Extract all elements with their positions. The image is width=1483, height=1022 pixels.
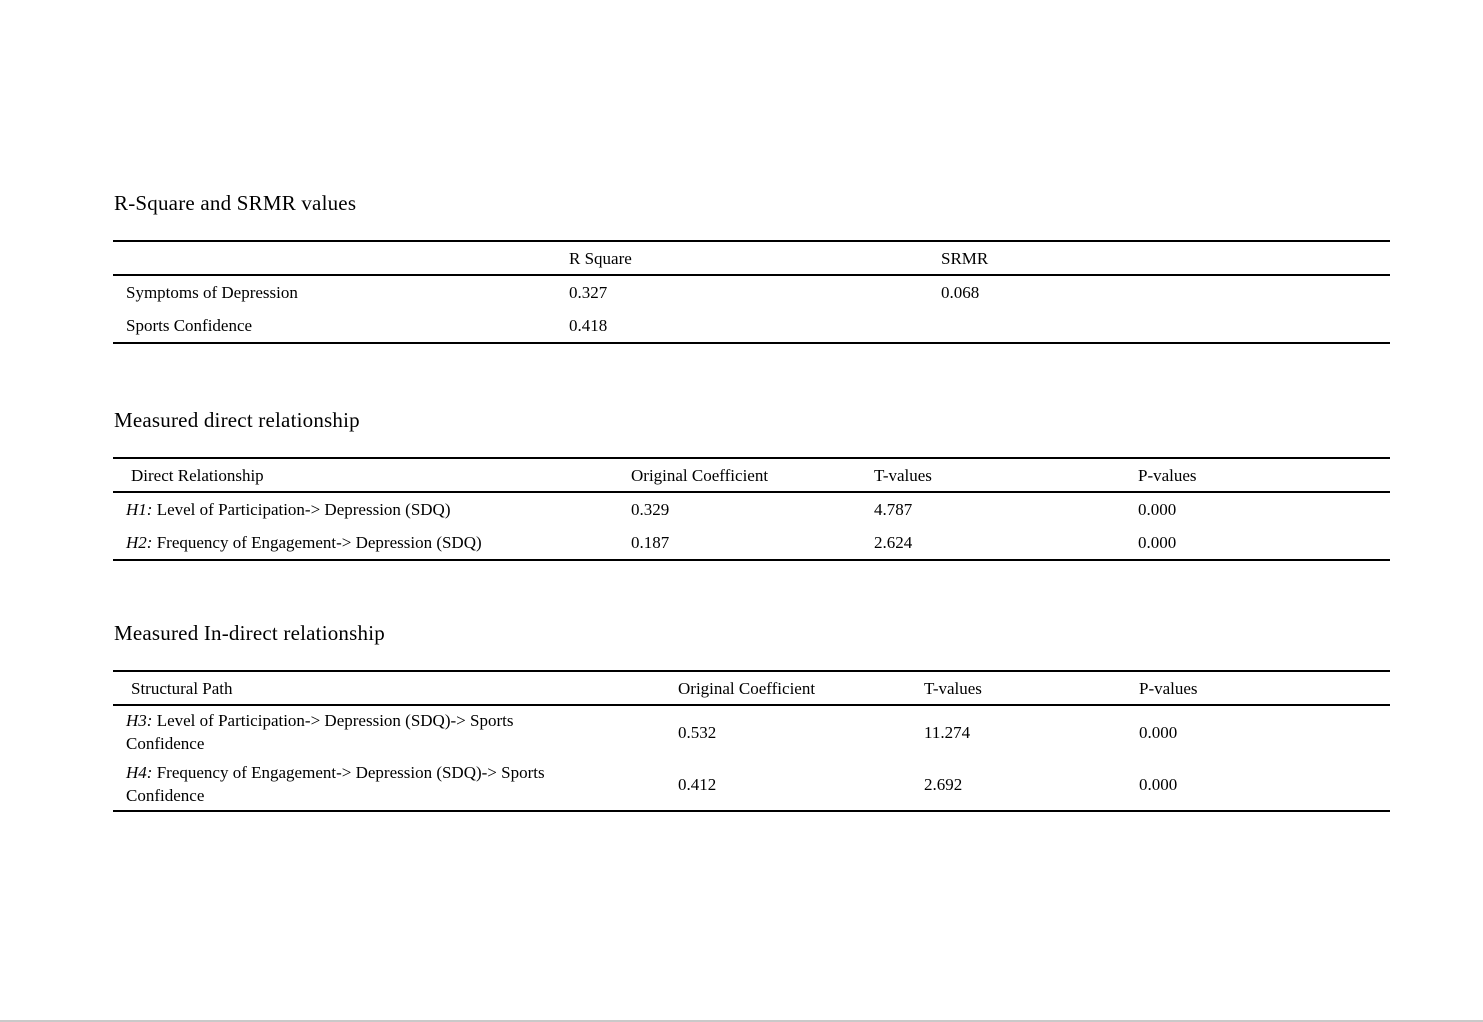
hypothesis-label: H3: xyxy=(126,711,153,730)
p-value: 0.000 xyxy=(1139,722,1178,742)
row-label: Sports Confidence xyxy=(126,316,253,335)
table-row xyxy=(113,309,1390,343)
section-r-square-srmr xyxy=(113,190,1372,344)
table-row xyxy=(113,275,1390,309)
column-header-original-coefficient: Original Coefficient xyxy=(678,678,816,698)
table-row xyxy=(113,705,1390,758)
path-label: Level of Participation-> Depression (SDQ)-> Sports Confidence xyxy=(126,711,514,753)
table-row xyxy=(113,758,1390,811)
row-label: Symptoms of Depression xyxy=(126,283,298,302)
table-header-row xyxy=(113,241,1390,275)
column-header-structural-path: Structural Path xyxy=(131,678,233,698)
hypothesis-path-cell xyxy=(113,758,678,811)
section-indirect-relationship xyxy=(113,620,1372,812)
r-square-value: 0.327 xyxy=(569,283,608,302)
section-direct-relationship xyxy=(113,407,1372,561)
direct-relationship-table xyxy=(113,457,1390,561)
hypothesis-path-cell xyxy=(113,526,631,560)
column-header-t-values: T-values xyxy=(924,678,982,698)
path-label: Level of Participation-> Depression (SDQ) xyxy=(152,500,451,519)
column-header-srmr: SRMR xyxy=(941,248,989,268)
path-label: Frequency of Engagement-> Depression (SDQ) xyxy=(152,533,482,552)
table-row xyxy=(113,492,1390,526)
p-value: 0.000 xyxy=(1138,500,1177,519)
column-header-original-coefficient: Original Coefficient xyxy=(631,465,769,485)
hypothesis-path-cell xyxy=(113,705,678,758)
section-title-direct-relationship: Measured direct relationship xyxy=(114,408,360,432)
column-header-direct-relationship: Direct Relationship xyxy=(131,465,264,485)
table-header-row xyxy=(113,671,1390,705)
original-coefficient-value: 0.532 xyxy=(678,722,717,742)
p-value: 0.000 xyxy=(1139,774,1178,794)
column-header-blank xyxy=(113,241,569,275)
hypothesis-label: H2: xyxy=(126,533,153,552)
hypothesis-label: H4: xyxy=(126,763,153,782)
p-value: 0.000 xyxy=(1138,533,1177,552)
path-label: Frequency of Engagement-> Depression (SDQ)-> Sports Confidence xyxy=(126,763,545,805)
srmr-value: 0.068 xyxy=(941,283,980,302)
column-header-t-values: T-values xyxy=(874,465,932,485)
section-title-r-square-srmr: R-Square and SRMR values xyxy=(114,191,357,215)
hypothesis-path-cell xyxy=(113,492,631,526)
column-header-r-square: R Square xyxy=(569,248,632,268)
t-value: 4.787 xyxy=(874,500,913,519)
section-title-indirect-relationship: Measured In-direct relationship xyxy=(114,621,385,645)
indirect-relationship-table xyxy=(113,670,1390,812)
t-value: 2.624 xyxy=(874,533,913,552)
t-value: 11.274 xyxy=(924,722,971,742)
hypothesis-label: H1: xyxy=(126,500,153,519)
column-header-p-values: P-values xyxy=(1138,465,1197,485)
original-coefficient-value: 0.187 xyxy=(631,533,670,552)
original-coefficient-value: 0.412 xyxy=(678,774,717,794)
table-header-row xyxy=(113,458,1390,492)
column-header-p-values: P-values xyxy=(1139,678,1198,698)
r-square-srmr-table xyxy=(113,240,1390,344)
t-value: 2.692 xyxy=(924,774,963,794)
original-coefficient-value: 0.329 xyxy=(631,500,670,519)
table-row xyxy=(113,526,1390,560)
r-square-value: 0.418 xyxy=(569,316,608,335)
srmr-value xyxy=(941,309,1390,343)
